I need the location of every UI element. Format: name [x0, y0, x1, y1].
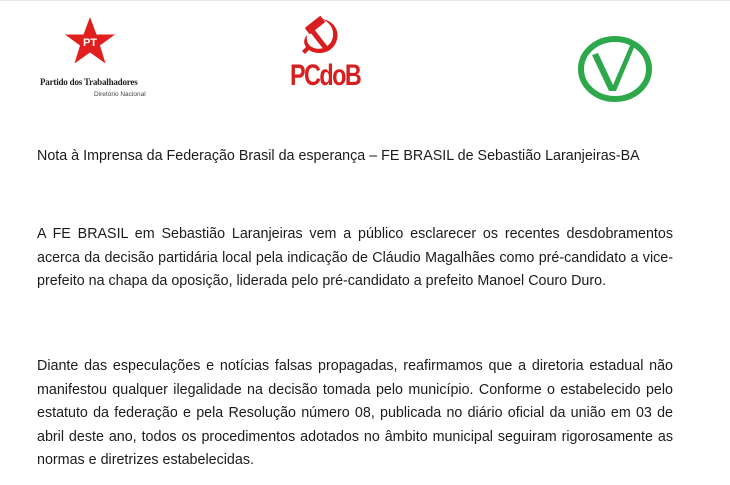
pt-logo: [36, 15, 166, 101]
document-heading: Nota à Imprensa da Federação Brasil da esperança – FE BRASIL de Sebastião Laranjeiras-BA: [37, 148, 640, 164]
pt-party-subtitle: Diretório Nacional: [94, 91, 146, 98]
paragraph-2: Diante das especulações e notícias falsas propagadas, reafirmamos que a diretoria estadual não manifestou qualquer ilegalidade na decisão tomada pelo município. Conforme o estabelecido pelo estatuto da federação e pela Resolução número 08, publicada no diário oficial da união em 03 de abril deste ano, todos os procedimentos adotados no âmbito municipal seguiram rigorosamente as normas e diretrizes estabelecidas.: [37, 358, 673, 468]
pt-star-icon: [64, 15, 116, 67]
pv-logo: [576, 33, 654, 103]
pt-party-name: Partido dos Trabalhadores: [40, 77, 138, 87]
pt-star-text: PT: [82, 37, 98, 49]
pv-check-v-icon: [576, 33, 654, 103]
paragraph-1: A FE BRASIL em Sebastião Laranjeiras vem a público esclarecer os recentes desdobramentos acerca da decisão partidária local pela indicação de Cláudio Magalhães como pré-candidato a vice-prefeito na chapa da oposição, liderada pelo pré-candidato a prefeito Manoel Couro Duro.: [37, 226, 673, 289]
hammer-and-sickle-icon: [292, 13, 354, 61]
pcdob-name: PCdoB: [290, 59, 361, 92]
pcdob-logo: [284, 11, 364, 97]
